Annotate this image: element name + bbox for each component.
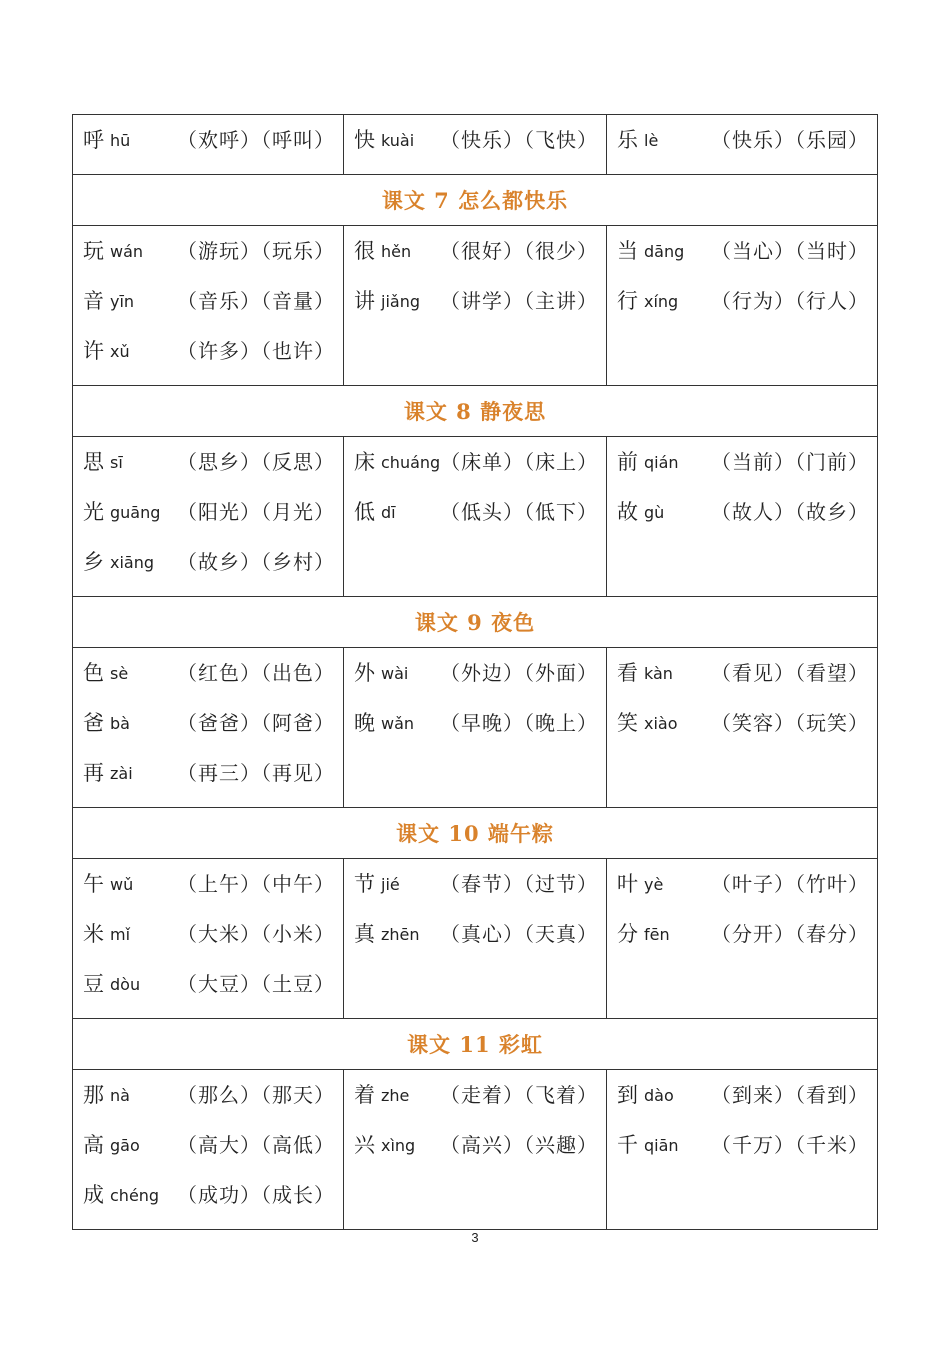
entries-cell (73, 437, 344, 597)
entries-cell (607, 1070, 878, 1230)
example-words: （快乐）（飞快） (440, 128, 598, 152)
pinyin: xìng (381, 1136, 416, 1155)
character: 高 (83, 1133, 104, 1157)
character: 故 (617, 500, 638, 524)
entries-cell (344, 859, 607, 1019)
pinyin: xíng (644, 292, 679, 311)
character: 笑 (617, 711, 638, 735)
example-words: （当心）（当时） (711, 239, 869, 263)
pinyin: sī (110, 453, 123, 472)
vocab-entry (83, 235, 335, 285)
entries-row (73, 648, 878, 808)
pinyin: chuáng (381, 453, 441, 472)
vocab-entry (354, 235, 598, 285)
vocab-entry (354, 1129, 598, 1179)
example-words: （欢呼）（呼叫） (177, 128, 335, 152)
vocab-entry (617, 1129, 869, 1179)
entries-cell (607, 115, 878, 175)
example-words: （早晚）（晚上） (440, 711, 598, 735)
character: 午 (83, 872, 104, 896)
example-words: （笑容）（玩笑） (711, 711, 869, 735)
vocab-entry (354, 918, 598, 968)
character: 床 (354, 450, 375, 474)
pinyin: wǎn (381, 714, 415, 733)
pinyin: sè (110, 664, 129, 683)
pinyin: kàn (644, 664, 673, 683)
entries-cell (607, 648, 878, 808)
vocab-entry (617, 868, 869, 918)
example-words: （快乐）（乐园） (711, 128, 869, 152)
vocab-entry (83, 1129, 335, 1179)
pinyin: gāo (110, 1136, 140, 1155)
entries-cell (344, 226, 607, 386)
entries-cell (607, 437, 878, 597)
character: 那 (83, 1083, 104, 1107)
pinyin: hěn (381, 242, 412, 261)
example-words: （故乡）（乡村） (177, 550, 335, 574)
character: 米 (83, 922, 104, 946)
pinyin: fēn (644, 925, 670, 944)
example-words: （那么）（那天） (177, 1083, 335, 1107)
entries-cell (73, 1070, 344, 1230)
vocab-entry (83, 335, 335, 385)
vocab-entry (354, 657, 598, 707)
entries-row (73, 859, 878, 1019)
pinyin: dī (381, 503, 396, 522)
lesson-title: 课文 10 端午粽 (73, 808, 878, 859)
character: 成 (83, 1183, 104, 1207)
example-words: （高大）（高低） (177, 1133, 335, 1157)
example-words: （叶子）（竹叶） (711, 872, 869, 896)
character: 真 (354, 922, 375, 946)
example-words: （床单）（床上） (440, 450, 599, 474)
character: 音 (83, 289, 104, 313)
entries-row (73, 437, 878, 597)
character: 兴 (354, 1133, 375, 1157)
pinyin: bà (110, 714, 130, 733)
pinyin: zhe (381, 1086, 410, 1105)
entries-cell (73, 115, 344, 175)
vocab-entry (617, 496, 869, 546)
entries-cell (344, 648, 607, 808)
character: 许 (83, 339, 104, 363)
vocab-entry (617, 707, 869, 757)
character: 快 (354, 128, 375, 152)
example-words: （成功）（成长） (177, 1183, 335, 1207)
vocab-entry (617, 235, 869, 285)
entries-row (73, 115, 878, 175)
vocab-entry (617, 918, 869, 968)
example-words: （许多）（也许） (177, 339, 335, 363)
pinyin: qián (644, 453, 679, 472)
character: 叶 (617, 872, 638, 896)
entries-cell (73, 226, 344, 386)
pinyin: hū (110, 131, 131, 150)
example-words: （千万）（千米） (711, 1133, 869, 1157)
lesson-header-row (73, 808, 878, 859)
vocab-entry (354, 707, 598, 757)
entries-cell (344, 437, 607, 597)
pinyin: xiāng (110, 553, 155, 572)
character: 爸 (83, 711, 104, 735)
lesson-title: 课文 7 怎么都快乐 (73, 175, 878, 226)
pinyin: wán (110, 242, 144, 261)
example-words: （外边）（外面） (440, 661, 598, 685)
pinyin: dòu (110, 975, 141, 994)
example-words: （春节）（过节） (440, 872, 598, 896)
pinyin: wǔ (110, 875, 134, 894)
example-words: （思乡）（反思） (177, 450, 335, 474)
vocab-entry (83, 446, 335, 496)
vocab-entry (617, 1079, 869, 1129)
entries-row (73, 226, 878, 386)
pinyin: kuài (381, 131, 415, 150)
pinyin: jiǎng (381, 292, 420, 311)
vocabulary-table (72, 114, 878, 1230)
pinyin: xǔ (110, 342, 130, 361)
vocab-entry (617, 285, 869, 335)
pinyin: chéng (110, 1186, 160, 1205)
lesson-header-row (73, 1019, 878, 1070)
example-words: （大米）（小米） (177, 922, 335, 946)
example-words: （高兴）（兴趣） (440, 1133, 598, 1157)
example-words: （游玩）（玩乐） (177, 239, 335, 263)
entries-cell (607, 226, 878, 386)
example-words: （低头）（低下） (440, 500, 598, 524)
vocab-entry (617, 124, 869, 174)
pinyin: zhēn (381, 925, 420, 944)
pinyin: mǐ (110, 925, 131, 944)
vocab-entry (354, 496, 598, 546)
pinyin: guāng (110, 503, 161, 522)
pinyin: jié (381, 875, 400, 894)
character: 豆 (83, 972, 104, 996)
vocab-entry (354, 868, 598, 918)
entries-cell (607, 859, 878, 1019)
pinyin: gù (644, 503, 665, 522)
pinyin: xiào (644, 714, 678, 733)
character: 到 (617, 1083, 638, 1107)
character: 色 (83, 661, 104, 685)
vocab-entry (83, 285, 335, 335)
character: 呼 (83, 128, 104, 152)
vocab-entry (83, 968, 335, 1018)
character: 再 (83, 761, 104, 785)
character: 千 (617, 1133, 638, 1157)
example-words: （当前）（门前） (711, 450, 869, 474)
pinyin: dāng (644, 242, 685, 261)
vocab-entry (354, 446, 598, 496)
character: 低 (354, 500, 375, 524)
pinyin: yè (644, 875, 664, 894)
vocab-entry (83, 868, 335, 918)
example-words: （再三）（再见） (177, 761, 335, 785)
lesson-title: 课文 8 静夜思 (73, 386, 878, 437)
character: 思 (83, 450, 104, 474)
entries-cell (73, 648, 344, 808)
entries-row (73, 1070, 878, 1230)
vocab-entry (617, 657, 869, 707)
character: 当 (617, 239, 638, 263)
entries-cell (344, 1070, 607, 1230)
character: 讲 (354, 289, 375, 313)
pinyin: zài (110, 764, 133, 783)
character: 行 (617, 289, 638, 313)
vocab-entry (83, 546, 335, 596)
page-number: 3 (471, 1230, 479, 1245)
character: 晚 (354, 711, 375, 735)
example-words: （到来）（看到） (711, 1083, 869, 1107)
vocab-entry (354, 124, 598, 174)
example-words: （音乐）（音量） (177, 289, 335, 313)
vocab-entry (354, 285, 598, 335)
character: 光 (83, 500, 104, 524)
vocab-entry (83, 707, 335, 757)
example-words: （大豆）（土豆） (177, 972, 335, 996)
character: 乡 (83, 550, 104, 574)
vocab-entry (83, 657, 335, 707)
example-words: （爸爸）（阿爸） (177, 711, 335, 735)
example-words: （真心）（天真） (440, 922, 598, 946)
character: 乐 (617, 128, 638, 152)
pinyin: nà (110, 1086, 130, 1105)
character: 很 (354, 239, 375, 263)
pinyin: qiān (644, 1136, 679, 1155)
example-words: （红色）（出色） (177, 661, 335, 685)
vocab-entry (83, 496, 335, 546)
vocab-entry (83, 918, 335, 968)
character: 着 (354, 1083, 375, 1107)
character: 节 (354, 872, 375, 896)
character: 外 (354, 661, 375, 685)
example-words: （走着）（飞着） (440, 1083, 598, 1107)
example-words: （看见）（看望） (711, 661, 869, 685)
example-words: （很好）（很少） (440, 239, 598, 263)
character: 看 (617, 661, 638, 685)
example-words: （故人）（故乡） (711, 500, 869, 524)
character: 前 (617, 450, 638, 474)
example-words: （讲学）（主讲） (440, 289, 598, 313)
lesson-title: 课文 9 夜色 (73, 597, 878, 648)
vocab-entry (83, 1179, 335, 1229)
character: 分 (617, 922, 638, 946)
lesson-title: 课文 11 彩虹 (73, 1019, 878, 1070)
character: 玩 (83, 239, 104, 263)
lesson-header-row (73, 386, 878, 437)
vocab-entry (83, 124, 335, 174)
pinyin: wài (381, 664, 409, 683)
entries-cell (73, 859, 344, 1019)
vocab-entry (354, 1079, 598, 1129)
vocab-entry (617, 446, 869, 496)
example-words: （行为）（行人） (711, 289, 869, 313)
entries-cell (344, 115, 607, 175)
example-words: （阳光）（月光） (177, 500, 335, 524)
pinyin: yīn (110, 292, 135, 311)
lesson-header-row (73, 175, 878, 226)
pinyin: dào (644, 1086, 674, 1105)
pinyin: lè (644, 131, 659, 150)
example-words: （分开）（春分） (711, 922, 869, 946)
vocab-entry (83, 1079, 335, 1129)
example-words: （上午）（中午） (177, 872, 335, 896)
vocab-entry (83, 757, 335, 807)
lesson-header-row (73, 597, 878, 648)
